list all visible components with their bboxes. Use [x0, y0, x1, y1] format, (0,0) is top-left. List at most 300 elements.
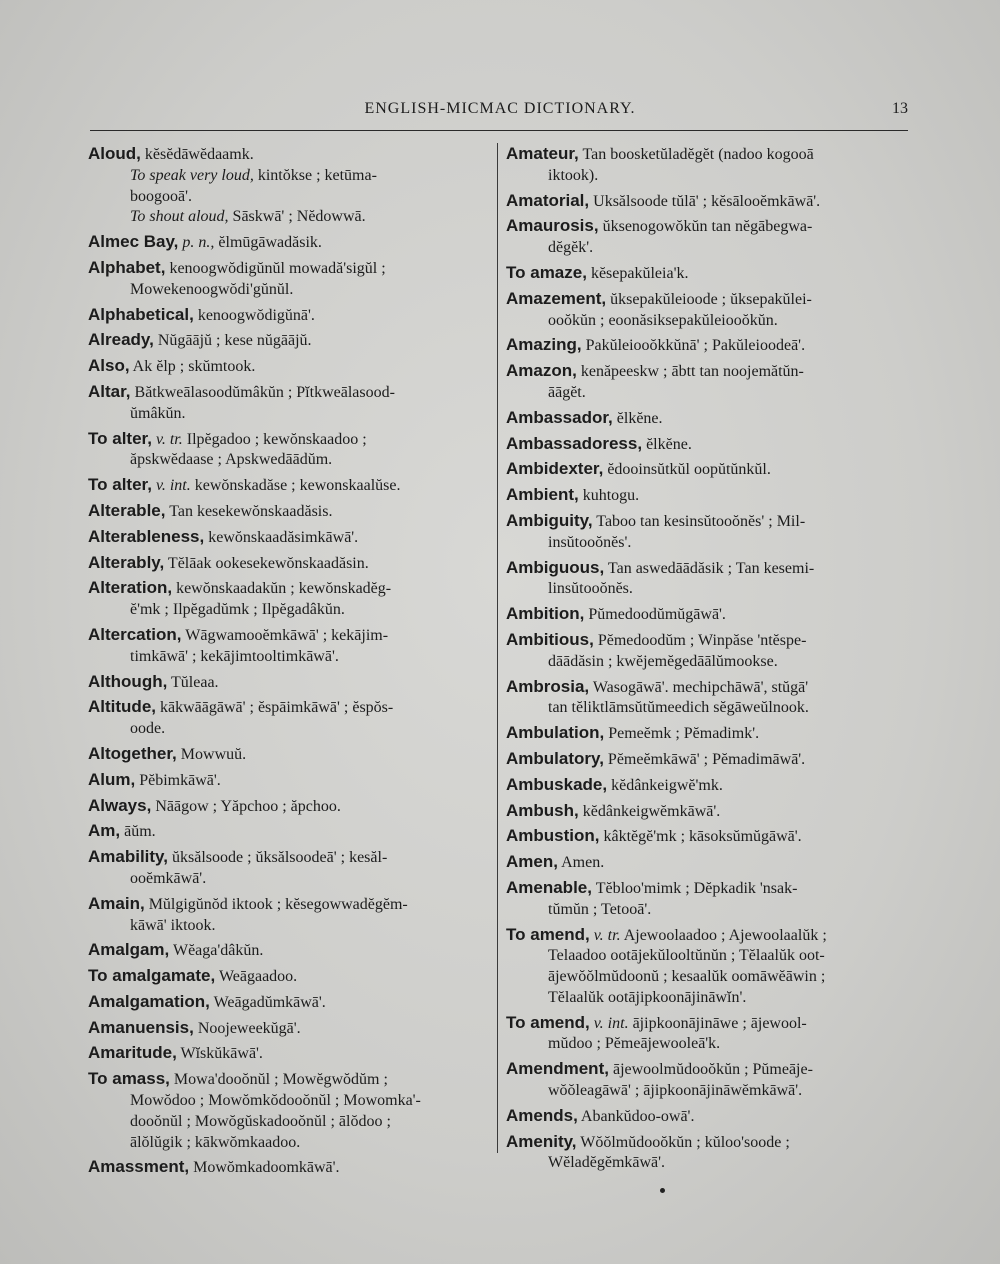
definition-text: oode.	[130, 720, 166, 738]
definition-text: boogooā'.	[130, 187, 192, 205]
definition-text: tan tĕliktlāmsŭtŭmeedich sĕgāweŭlnook.	[548, 699, 809, 717]
page-number: 13	[892, 100, 908, 117]
grammar-label: v. int.	[589, 1014, 629, 1032]
dictionary-entry	[506, 1106, 914, 1128]
dictionary-entry	[88, 475, 490, 497]
dictionary-entry	[88, 894, 490, 937]
headword: Alteration,	[88, 578, 173, 598]
definition-text: ājewŏŏlmŭdoonŭ ; kesaalŭk oomāwĕāwin ;	[548, 968, 826, 986]
definition-text: Tan aswedāādăsik ; Tan kesemi-	[604, 559, 815, 577]
definition-text: kuhtogu.	[578, 487, 640, 505]
headword: Ambition,	[506, 604, 585, 624]
entry-line	[88, 1069, 490, 1091]
headword-prefix: To	[506, 1012, 531, 1032]
definition-text: kewŏnskadăse ; kewonskaalŭse.	[190, 477, 401, 495]
entry-line	[88, 305, 490, 327]
headword: Ambiguity,	[506, 510, 593, 530]
entry-line	[88, 940, 490, 962]
headword: Amaurosis,	[506, 216, 599, 236]
definition-text: Wĕaga'dâkŭn.	[169, 942, 264, 960]
definition-text: Weāgaadoo.	[215, 968, 298, 986]
headword: Although,	[88, 671, 168, 691]
dictionary-entry	[88, 356, 490, 378]
headword-prefix: To	[88, 428, 113, 448]
definition-text: Wĕladĕgĕmkāwā'.	[548, 1154, 666, 1172]
definition-text: Pŭmedoodŭmŭgāwā'.	[584, 606, 726, 624]
dictionary-entry	[506, 925, 914, 1009]
entry-line	[88, 356, 490, 378]
dictionary-entry	[88, 697, 490, 740]
dictionary-entry	[506, 852, 914, 874]
entry-line	[88, 796, 490, 818]
entry-line	[506, 1013, 914, 1035]
dictionary-entry	[88, 744, 490, 766]
entry-line	[506, 166, 914, 187]
dictionary-entry	[506, 558, 914, 601]
definition-text: Wasogāwā'. mechipchāwā', stŭgā'	[589, 678, 809, 696]
italic-phrase: To speak very loud,	[130, 166, 254, 184]
definition-text: Tĕlāak ookesekewŏnskaadăsin.	[164, 554, 369, 572]
running-title: ENGLISH-MICMAC DICTIONARY.	[364, 100, 636, 117]
dictionary-entry	[88, 258, 490, 301]
entry-line	[88, 847, 490, 869]
definition-text: Pĕbimkāwā'.	[135, 771, 221, 789]
definition-text: ĕlmūgāwadăsik.	[214, 234, 322, 252]
dictionary-entry	[506, 434, 914, 456]
entry-line	[88, 553, 490, 575]
definition-text: mŭdoo ; Pĕmeājewooleā'k.	[548, 1035, 721, 1053]
entry-line	[506, 900, 914, 921]
dictionary-entry	[88, 672, 490, 694]
dictionary-entry	[506, 749, 914, 771]
entry-line	[88, 187, 490, 208]
left-column	[88, 144, 490, 1183]
entry-line	[88, 1043, 490, 1065]
dictionary-entry	[88, 553, 490, 575]
definition-text: kĕsĕdāwĕdaamk.	[140, 146, 254, 163]
definition-text: Tan kesekewŏnskaadăsis.	[165, 502, 333, 520]
dictionary-entry	[88, 625, 490, 668]
definition-text: Bătkweālasoodŭmâkŭn ; Pĭtkweālasood-	[130, 383, 395, 401]
definition-text: dāādăsin ; kwĕjemĕgedāālŭmookse.	[548, 652, 778, 670]
headword: Amazement,	[506, 288, 607, 308]
definition-text: Tĕbloo'mimk ; Dĕpkadik 'nsak-	[591, 879, 798, 897]
headword: Amability,	[88, 847, 168, 867]
definition-text: Pĕmeĕmkāwā' ; Pĕmadimāwā'.	[603, 750, 806, 768]
definition-text: Nŭgāājŭ ; kese nŭgāājŭ.	[153, 332, 312, 350]
entry-line	[506, 361, 914, 383]
dictionary-entry	[506, 723, 914, 745]
entry-line	[88, 280, 490, 301]
entry-line	[506, 511, 914, 533]
definition-text: kĕsepakŭleia'k.	[586, 264, 689, 282]
headword: Amanuensis,	[88, 1017, 194, 1037]
entry-line	[506, 383, 914, 404]
entry-line	[88, 429, 490, 451]
entry-line	[88, 475, 490, 497]
definition-text: ĕlkĕne.	[612, 409, 663, 427]
entry-line	[506, 1132, 914, 1154]
entry-line	[88, 625, 490, 647]
dictionary-entry	[506, 289, 914, 332]
definition-text: ooŏkŭn ; eoonăsiksepakŭleiooŏkŭn.	[548, 311, 778, 329]
header-rule	[90, 130, 908, 131]
entry-line	[88, 501, 490, 523]
headword: Amends,	[506, 1105, 578, 1125]
entry-line	[506, 1081, 914, 1102]
dictionary-entry	[506, 604, 914, 626]
headword-prefix: To	[506, 924, 531, 944]
dictionary-entry	[506, 361, 914, 404]
entry-line	[88, 382, 490, 404]
dictionary-entry	[506, 408, 914, 430]
entry-line	[506, 1153, 914, 1174]
definition-text: kenoogwŏdigŭnŭl mowadă'sigŭl ;	[165, 259, 386, 277]
dictionary-entry	[506, 1059, 914, 1102]
entry-line	[506, 1034, 914, 1055]
definition-text: kewŏnskaadăsimkāwā'.	[204, 528, 359, 546]
entry-line	[88, 719, 490, 740]
entry-line	[88, 1112, 490, 1133]
definition-text: dĕgĕk'.	[548, 239, 594, 257]
dictionary-entry	[88, 1018, 490, 1040]
headword: Also,	[88, 356, 130, 376]
headword: amalgamate,	[112, 966, 216, 986]
definition-text: Tĕlaalŭk ootājipkoonājināwĭn'.	[548, 988, 747, 1006]
dictionary-entry	[506, 216, 914, 259]
entry-line	[506, 1059, 914, 1081]
definition-text: ŭksălsoode ; ŭksălsoodeā' ; kesăl-	[167, 849, 388, 867]
definition-text: Ajewoolaadoo ; Ajewoolaalŭk ;	[620, 926, 827, 944]
entry-line	[88, 166, 490, 187]
definition-text: Amen.	[557, 854, 605, 872]
headword: Ambulatory,	[506, 748, 604, 768]
headword: Ambiguous,	[506, 557, 605, 577]
headword: Already,	[88, 330, 154, 350]
entry-line	[88, 672, 490, 694]
column-divider	[497, 143, 498, 1153]
entry-line	[88, 232, 490, 254]
entry-line	[88, 821, 490, 843]
dictionary-entry	[88, 966, 490, 988]
headword: Ambassadoress,	[506, 433, 643, 453]
definition-text: Wāgwamooĕmkāwā' ; kekājim-	[181, 626, 389, 644]
definition-text: Ilpĕgadoo ; kewŏnskaadoo ;	[182, 430, 367, 448]
ink-speck	[660, 1188, 665, 1193]
entry-line	[88, 578, 490, 600]
definition-text: kintŏkse ; ketūma-	[253, 166, 377, 184]
entry-line	[506, 925, 914, 947]
headword: Altar,	[88, 381, 131, 401]
dictionary-entry	[88, 330, 490, 352]
definition-text: Mowŏdoo ; Mowŏmkŏdooŏnŭl ; Mowomka'-	[130, 1092, 421, 1110]
headword: Almec Bay,	[88, 232, 179, 252]
headword: Alum,	[88, 769, 136, 789]
definition-text: Mŭlgigŭnŏd iktook ; kĕsegowwadĕgĕm-	[144, 895, 408, 913]
entry-line	[506, 485, 914, 507]
headword: Amateur,	[506, 144, 579, 163]
definition-text: Tan boosketŭladĕgĕt (nadoo kogooā	[578, 146, 814, 163]
definition-text: Wĭskŭkāwā'.	[176, 1045, 263, 1063]
dictionary-entry	[88, 305, 490, 327]
entry-line	[506, 677, 914, 699]
entry-line	[88, 600, 490, 621]
dictionary-entry	[506, 826, 914, 848]
definition-text: Mowwuŭ.	[176, 745, 247, 763]
entry-line	[506, 1106, 914, 1128]
headword-prefix: To	[506, 262, 531, 282]
definition-text: ăpskwĕdaase ; Apskwedāādŭm.	[130, 451, 333, 469]
headword: Amenable,	[506, 877, 592, 897]
definition-text: Pakŭleiooŏkkŭnā' ; Pakŭleioodeā'.	[581, 337, 806, 355]
entry-line	[88, 1157, 490, 1179]
headword: Alterableness,	[88, 526, 205, 546]
headword: Ambulation,	[506, 723, 605, 743]
entry-line	[506, 408, 914, 430]
grammar-label: v. tr.	[151, 430, 183, 448]
definition-text: kĕdânkeigwĕ'mk.	[607, 776, 723, 794]
definition-text: ooĕmkāwā'.	[130, 869, 207, 887]
entry-line	[506, 289, 914, 311]
headword: Aloud,	[88, 144, 141, 163]
entry-line	[506, 775, 914, 797]
definition-text: linsŭtooŏnĕs.	[548, 580, 633, 598]
headword: Amazon,	[506, 361, 577, 381]
entry-line	[506, 630, 914, 652]
entry-line	[88, 258, 490, 280]
entry-line	[88, 1091, 490, 1112]
entry-line	[506, 238, 914, 259]
definition-text: Uksălsoode tŭlā' ; kĕsālooĕmkāwā'.	[589, 192, 821, 210]
definition-text: kĕdânkeigwĕmkāwā'.	[578, 802, 721, 820]
right-column	[506, 144, 914, 1178]
headword: Alterable,	[88, 500, 166, 520]
headword: Ambient,	[506, 485, 579, 505]
definition-text: wŏŏleagāwā' ; ājipkoonājināwĕmkāwā'.	[548, 1082, 803, 1100]
entry-line	[506, 946, 914, 967]
dictionary-entry	[506, 878, 914, 921]
definition-text: kenoogwŏdigŭnā'.	[193, 306, 315, 324]
headword: alter,	[112, 475, 152, 495]
dictionary-entry	[88, 847, 490, 890]
headword: Amendment,	[506, 1059, 609, 1079]
entry-line	[506, 698, 914, 719]
dictionary-entry	[506, 459, 914, 481]
definition-text: insŭtooŏnĕs'.	[548, 533, 632, 551]
definition-text: kākwāāgāwā' ; ĕspāimkāwā' ; ĕspŏs-	[156, 699, 394, 717]
entry-line	[506, 723, 914, 745]
definition-text: ālŏlŭgik ; kākwŏmkaadoo.	[130, 1133, 301, 1151]
headword: amaze,	[530, 262, 587, 282]
grammar-label: v. int.	[151, 477, 191, 495]
definition-text: Noojeweekŭgā'.	[193, 1019, 301, 1037]
entry-line	[88, 894, 490, 916]
dictionary-entry	[506, 485, 914, 507]
definition-text: ājewoolmŭdooŏkŭn ; Pŭmeāje-	[608, 1061, 813, 1079]
entry-line	[506, 558, 914, 580]
dictionary-entry	[506, 775, 914, 797]
dictionary-entry	[88, 382, 490, 425]
definition-text: Pĕmedoodŭm ; Winpăse 'ntĕspe-	[593, 631, 807, 649]
entry-line	[506, 533, 914, 554]
dictionary-entry	[506, 191, 914, 213]
entry-line	[506, 311, 914, 332]
dictionary-entry	[88, 821, 490, 843]
headword: Altogether,	[88, 743, 177, 763]
entry-line	[88, 966, 490, 988]
dictionary-entry	[88, 992, 490, 1014]
entry-line	[88, 207, 490, 228]
definition-text: Ak ĕlp ; skŭmtook.	[129, 358, 256, 376]
dictionary-entry	[506, 1013, 914, 1056]
entry-line	[88, 697, 490, 719]
italic-phrase: To shout aloud,	[130, 208, 229, 226]
entry-line	[506, 826, 914, 848]
headword: Amalgamation,	[88, 991, 210, 1011]
headword: Alphabetical,	[88, 304, 194, 324]
definition-text: ŭmâkŭn.	[130, 404, 186, 422]
definition-text: timkāwā' ; kekājimtooltimkāwā'.	[130, 647, 339, 665]
entry-line	[88, 916, 490, 937]
definition-text: Mowa'dooŏnŭl ; Mowĕgwŏdŭm ;	[169, 1071, 388, 1089]
entry-line	[506, 263, 914, 285]
headword: Amatorial,	[506, 190, 590, 210]
definition-text: ĕ'mk ; Ilpĕgadŭmk ; Ilpĕgadâkŭn.	[130, 601, 345, 619]
grammar-label: p. n.,	[178, 234, 215, 252]
entry-line	[88, 1018, 490, 1040]
headword: Ambitious,	[506, 629, 594, 649]
definition-text: Tŭleaa.	[167, 673, 219, 691]
entry-line	[88, 1133, 490, 1154]
headword-prefix: To	[88, 966, 113, 986]
definition-text: ĕlkĕne.	[642, 435, 692, 453]
headword: Ambustion,	[506, 826, 600, 846]
definition-text: Wŏŏlmŭdooŏkŭn ; kŭloo'soode ;	[576, 1133, 790, 1151]
headword: Altitude,	[88, 697, 156, 717]
definition-text: Telaadoo ootājekŭlooltŭnŭn ; Tĕlaalŭk oot-	[548, 947, 825, 965]
entry-line	[506, 801, 914, 823]
entry-line	[506, 335, 914, 357]
entry-line	[506, 988, 914, 1009]
headword: Amain,	[88, 893, 145, 913]
dictionary-entry	[88, 770, 490, 792]
dictionary-entry	[506, 335, 914, 357]
definition-text: Weāgadŭmkāwā'.	[209, 993, 326, 1011]
dictionary-entry	[88, 527, 490, 549]
dictionary-entry	[506, 677, 914, 720]
headword: amend,	[530, 1012, 590, 1032]
entry-line	[88, 869, 490, 890]
headword: Amassment,	[88, 1157, 190, 1177]
dictionary-entry	[88, 501, 490, 523]
dictionary-entry	[506, 263, 914, 285]
headword: Amazing,	[506, 335, 582, 355]
definition-text: Mowŏmkadoomkāwā'.	[189, 1159, 340, 1177]
definition-text: āŭm.	[120, 823, 156, 841]
dictionary-entry	[506, 630, 914, 673]
headword: Ambassador,	[506, 407, 613, 427]
dictionary-entry	[88, 940, 490, 962]
definition-text: Sāskwā' ; Nĕdowwā.	[228, 208, 366, 226]
entry-line	[88, 647, 490, 668]
entry-line	[506, 852, 914, 874]
entry-line	[506, 459, 914, 481]
headword: Amaritude,	[88, 1043, 177, 1063]
headword-prefix: To	[88, 475, 113, 495]
headword-prefix: To	[88, 1069, 113, 1089]
dictionary-entry	[88, 144, 490, 228]
definition-text: ājipkoonājināwe ; ājewool-	[628, 1014, 807, 1032]
dictionary-entry	[506, 801, 914, 823]
headword: Ambidexter,	[506, 459, 604, 479]
dictionary-entry	[506, 1132, 914, 1175]
definition-text: kenăpeeskw ; ābtt tan noojemătŭn-	[576, 363, 804, 381]
headword: Altercation,	[88, 624, 182, 644]
dictionary-entry	[88, 232, 490, 254]
headword: Amenity,	[506, 1131, 577, 1151]
headword: Am,	[88, 821, 121, 841]
page-header	[0, 98, 1000, 122]
entry-line	[506, 579, 914, 600]
definition-text: iktook).	[548, 166, 599, 184]
dictionary-entry	[88, 1157, 490, 1179]
definition-text: Nāāgow ; Yăpchoo ; ăpchoo.	[151, 797, 341, 815]
entry-line	[506, 216, 914, 238]
dictionary-entry	[88, 796, 490, 818]
entry-line	[506, 652, 914, 673]
entry-line	[88, 770, 490, 792]
entry-line	[506, 144, 914, 166]
definition-text: āāgĕt.	[548, 383, 586, 401]
headword: alter,	[112, 428, 152, 448]
dictionary-entry	[506, 511, 914, 554]
entry-line	[88, 992, 490, 1014]
headword: Amen,	[506, 852, 558, 872]
entry-line	[506, 191, 914, 213]
headword: Ambush,	[506, 800, 579, 820]
headword: Alphabet,	[88, 257, 166, 277]
definition-text: kâktĕgĕ'mk ; kāsoksŭmŭgāwā'.	[599, 828, 802, 846]
definition-text: kewŏnskaadakŭn ; kewŏnskadĕg-	[172, 580, 392, 598]
definition-text: ĕdooinsŭtkŭl oopŭtŭnkŭl.	[603, 461, 771, 479]
entry-line	[88, 744, 490, 766]
entry-line	[506, 967, 914, 988]
headword: amend,	[530, 924, 590, 944]
dictionary-entry	[88, 578, 490, 621]
entry-line	[88, 330, 490, 352]
dictionary-entry	[88, 1069, 490, 1153]
headword: Always,	[88, 795, 152, 815]
definition-text: Pemeĕmk ; Pĕmadimk'.	[604, 725, 760, 743]
definition-text: Abankŭdoo-owā'.	[577, 1107, 695, 1125]
dictionary-entry	[88, 1043, 490, 1065]
definition-text: ŭksepakŭleioode ; ŭksepakŭlei-	[606, 290, 812, 308]
headword: amass,	[112, 1069, 170, 1089]
definition-text: ŭksenogowŏkŭn tan nĕgābegwa-	[598, 218, 813, 236]
grammar-label: v. tr.	[589, 926, 621, 944]
headword: Alterably,	[88, 552, 165, 572]
entry-line	[506, 604, 914, 626]
definition-text: Taboo tan kesinsŭtooŏnĕs' ; Mil-	[592, 512, 806, 530]
entry-line	[506, 749, 914, 771]
definition-text: kāwā' iktook.	[130, 916, 216, 934]
entry-line	[88, 527, 490, 549]
entry-line	[88, 450, 490, 471]
headword: Ambuskade,	[506, 774, 608, 794]
definition-text: tŭmŭn ; Tetooā'.	[548, 900, 652, 918]
entry-line	[88, 144, 490, 166]
definition-text: dooŏnŭl ; Mowŏgŭskadooŏnŭl ; ālŏdoo ;	[130, 1112, 391, 1130]
